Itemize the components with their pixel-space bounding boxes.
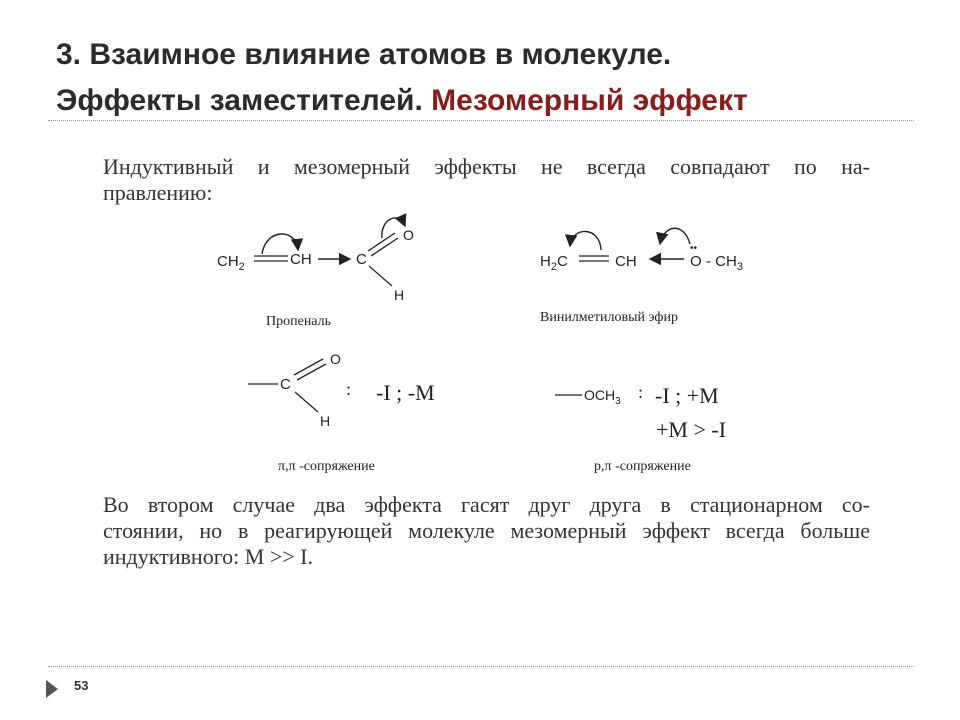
propenal-ch2: $CH_2$	[217, 253, 245, 273]
propenal-h: H	[394, 287, 405, 303]
vinyl-h2c: $H_2C$	[540, 253, 568, 273]
p-pi-caption: p,π -сопряжение	[594, 459, 691, 474]
pi-pi-effects: -I ; -M	[376, 380, 435, 405]
title-accent: Мезомерный эффект	[431, 84, 748, 117]
vinyl-lone-pair: ••	[690, 243, 698, 254]
vinyl-curved-arrow-1	[570, 231, 601, 250]
title-line-1: 3. Взаимное влияние атомов в молекуле.	[56, 38, 672, 71]
vinyl-caption: Винилметиловый эфир	[540, 310, 678, 325]
pi-pi-co-bond-2	[297, 364, 326, 380]
p-pi-och3: $OCH_3$	[584, 387, 621, 407]
pi-pi-structure	[248, 351, 435, 474]
propenal-structure	[217, 218, 414, 329]
page-number: 53	[74, 678, 89, 693]
title-prefix: Эффекты заместителей.	[56, 84, 423, 117]
propenal-caption: Пропеналь	[266, 314, 332, 329]
pi-pi-o: O	[330, 351, 341, 367]
p-pi-structure	[555, 382, 726, 474]
propenal-curved-arrow-2	[382, 218, 405, 238]
conclusion-line-2: стоянии, но в реагирующей молекуле мезомерный эффект всегда больше	[103, 518, 870, 543]
vinyl-curved-arrow-2	[660, 228, 690, 244]
vinyl-o: O	[690, 253, 702, 270]
p-pi-comparison: +M > -I	[656, 417, 727, 442]
p-pi-colon: :	[638, 382, 644, 402]
conclusion-line-3: индуктивного: М >> I.	[103, 544, 313, 569]
pi-pi-c: C	[280, 376, 291, 393]
pi-pi-colon: :	[346, 379, 352, 399]
propenal-o: O	[403, 227, 414, 243]
propenal-c: C	[356, 251, 367, 268]
pi-pi-co-bond-1	[294, 359, 323, 375]
slide-bullet-arrow-icon	[46, 680, 58, 698]
pi-pi-caption: π,π -сопряжение	[278, 459, 375, 474]
pi-pi-h: H	[320, 413, 331, 429]
bottom-divider	[48, 666, 914, 667]
vinyl-ch: CH	[615, 253, 637, 270]
intro-line-1: Индуктивный и мезомерный эффекты не всегда совпадают по на-	[103, 154, 870, 179]
propenal-ch-bond	[369, 266, 392, 286]
p-pi-effects: -I ; +M	[655, 383, 719, 408]
vinyl-ether-structure	[540, 228, 743, 325]
conclusion-paragraph	[103, 492, 870, 570]
propenal-ch: CH	[290, 251, 312, 268]
conclusion-line-1: Во втором случае два эффекта гасят друг друга в стационарном со-	[103, 492, 870, 517]
intro-line-2: правлению:	[103, 180, 213, 205]
pi-pi-ch-bond	[295, 392, 318, 412]
vinyl-ch3: - $CH_3$	[706, 253, 743, 273]
